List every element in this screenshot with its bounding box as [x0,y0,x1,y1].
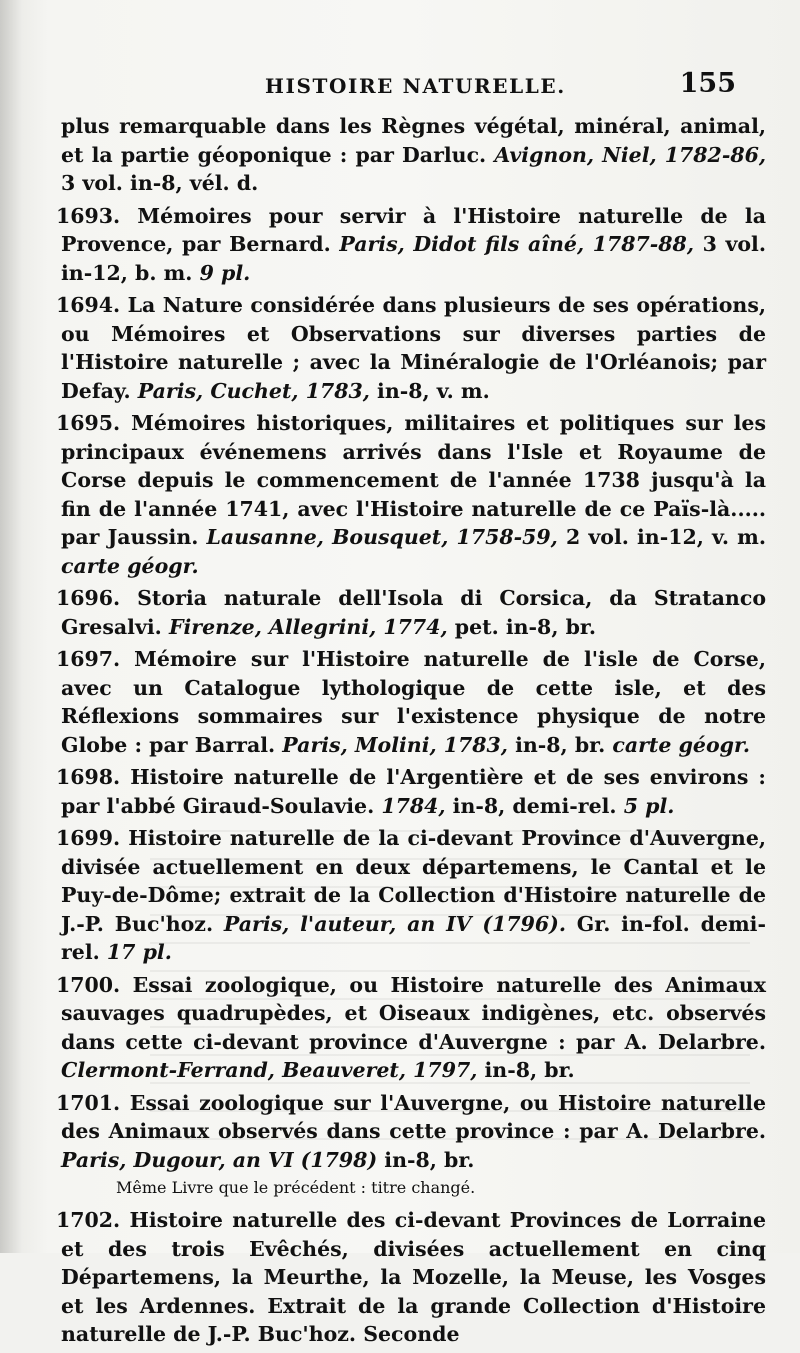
entry-1693 [56,202,766,288]
entry-number: 1700. [56,972,121,997]
entry-map: carte géogr. [61,553,199,578]
entry-format: 3 vol. in-8, vél. d. [61,171,259,195]
entry-1700 [56,971,766,1085]
entry-1695 [56,409,766,580]
entry-text: Histoire naturelle des ci-devant Provinces de Lorraine et des trois Evêchés, divisées actuellement en cinq Départemens, la Meurthe, la Mozelle, la Meuse, les Vosges et les Ardennes. Extrait de la grande Collection d'Histoire naturelle de J.-P. Buc'hoz. Seconde [61,1208,766,1346]
entry-imprint: Paris, Didot fils aîné, 1787-88, [339,232,694,256]
entry-text: Histoire naturelle de la ci-devant Province d'Auvergne, divisée actuellement en deux départemens, le Cantal et le Puy-de-Dôme; extrait de la Collection d'Histoire naturelle de J.-P. Buc'hoz. [61,826,766,936]
entry-text: Histoire naturelle de l'Argentière et de ses environs : par l'abbé Giraud-Soulavie. [61,765,766,818]
entry-format: Gr. in-fol. demi-rel. [61,911,766,964]
entry-imprint: Paris, l'auteur, an IV (1796). [223,911,566,936]
entry-number: 1695. [56,411,121,435]
entry-imprint: Avignon, Niel, 1782-86, [494,142,766,167]
entry-format: 3 vol. in-12, b. m. [61,232,766,285]
entry-1701 [56,1089,766,1175]
entry-number: 1697. [56,647,121,671]
entry-format: in-8, br. [377,1147,475,1172]
gutter-shadow [0,0,22,1253]
entry-imprint: Clermont-Ferrand, Beauveret, 1797, [61,1058,478,1082]
entry-plates: 9 pl. [199,260,251,285]
entry-plates: 17 pl. [106,940,172,964]
entry-number: 1696. [56,586,121,610]
catalogue-text [56,112,766,1353]
running-title: HISTOIRE NATURELLE. [265,74,566,98]
entry-1696 [56,584,766,641]
entry-imprint: Paris, Cuchet, 1783, [137,378,370,403]
entry-imprint: Firenze, Allegrini, 1774, [168,614,448,639]
page-header [60,68,736,102]
entry-number: 1701. [56,1090,121,1115]
entry-text: Essai zoologique sur l'Auvergne, ou Histoire naturelle des Animaux observés dans cette province : par A. Delarbre. [61,1090,766,1143]
entry-text: Storia naturale dell'Isola di Corsica, da Stratanco Gresalvi. [61,586,766,639]
entry-text: Mémoires historiques, militaires et politiques sur les principaux événemens arrivés dans l'Isle et Royaume de Corse depuis le commencement de l'année 1738 jusqu'à la fin de l'année 1741, avec l'Histoire naturelle de ce Païs-là..... par Jaussin. [61,411,766,549]
entry-imprint: Paris, Molini, 1783, [282,732,508,757]
entry-format: pet. in-8, br. [447,614,596,639]
entry-format: in-8, v. m. [369,378,490,403]
entry-format: 2 vol. in-12, v. m. [557,525,766,549]
entry-format: in-8, br. [507,732,613,757]
entry-number: 1702. [56,1208,121,1232]
entry-number: 1694. [56,293,121,317]
entry-number: 1693. [56,203,121,228]
entry-number: 1699. [56,826,121,850]
entry-plates: 5 pl. [623,793,675,818]
entry-imprint: Paris, Dugour, an VI (1798) [61,1147,378,1172]
entry-text: Essai zoologique, ou Histoire naturelle des Animaux sauvages quadrupèdes, et Oiseaux indigènes, etc. observés dans cette ci-devant province d'Auvergne : par A. Delarbre. [61,972,766,1054]
entry-1698 [56,763,766,820]
page-number: 155 [679,68,736,99]
entry-note: Même Livre que le précédent : titre changé. [116,1178,476,1197]
entry-format: in-8, demi-rel. [445,793,624,818]
entry-text: La Nature considérée dans plusieurs de ses opérations, ou Mémoires et Observations sur diverses parties de l'Histoire naturelle ; avec la Minéralogie de l'Orléanois; par Defay. [61,293,766,403]
entry-imprint: Lausanne, Bousquet, 1758-59, [206,525,558,549]
entry-text: Mémoires pour servir à l'Histoire naturelle de la Provence, par Bernard. [61,203,766,256]
entry-continuation [56,112,766,198]
entry-format: in-8, br. [477,1058,575,1082]
entry-1702 [56,1206,766,1349]
entry-1697 [56,645,766,759]
entry-1699 [56,824,766,967]
entry-text: Mémoire sur l'Histoire naturelle de l'isle de Corse, avec un Catalogue lythologique de cette isle, et des Réflexions sommaires sur l'existence physique de notre Globe : par Barral. [61,647,766,757]
entry-1694 [56,291,766,405]
entry-text: plus remarquable dans les Règnes végétal, minéral, animal, et la partie géoponique : par Darluc. [61,114,766,167]
entry-number: 1698. [56,765,121,789]
entry-imprint: 1784, [381,793,446,818]
entry-map: carte géogr. [612,732,751,757]
